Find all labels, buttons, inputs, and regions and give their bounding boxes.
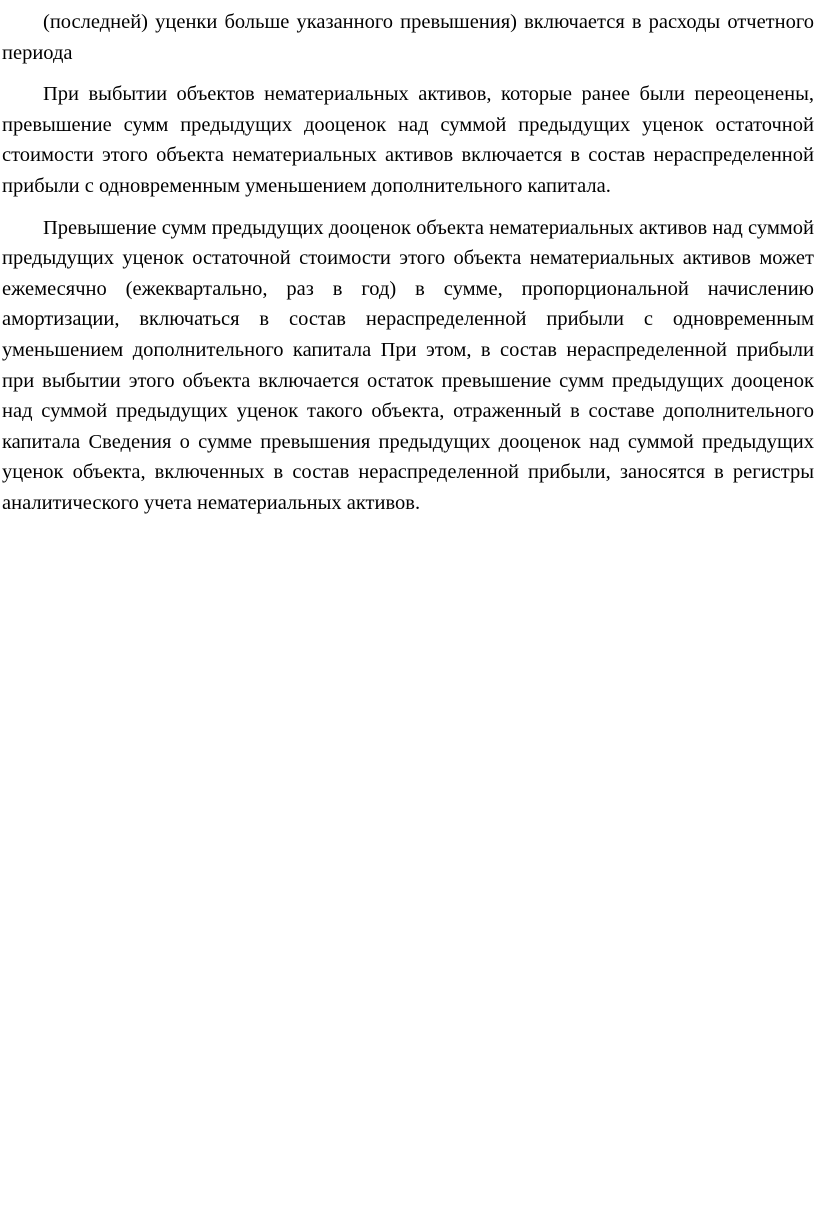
paragraph-1: (последней) уценки больше указанного превышения) включается в расходы отчетного периода [2,11,814,64]
paragraph-3: Превышение сумм предыдущих дооценок объекта нематериальных активов над суммой предыдущих уценок остаточной стоимости этого объекта нематериальных активов может ежемесячно (ежеквартально, раз в год) в сумме, пропорциональной начислению амортизации, включаться в состав нераспределенной прибыли с одновременным уменьшением дополнительного капитала При этом, в состав нераспределенной прибыли при выбытии этого объекта включается остаток превышение сумм предыдущих дооценок над суммой предыдущих уценок такого объекта, отраженный в составе дополнительного капитала Сведения о сумме превышения предыдущих дооценок над суммой предыдущих уценок объекта, включенных в состав нераспределенной прибыли, заносятся в регистры аналитического учета нематериальных активов. [2,216,814,514]
paragraph-2: При выбытии объектов нематериальных активов, которые ранее были переоценены, превышение сумм предыдущих дооценок над суммой предыдущих уценок остаточной стоимости этого объекта нематериальных активов включается в состав нераспределенной прибыли с одновременным уменьшением дополнительного капитала. [2,83,814,197]
